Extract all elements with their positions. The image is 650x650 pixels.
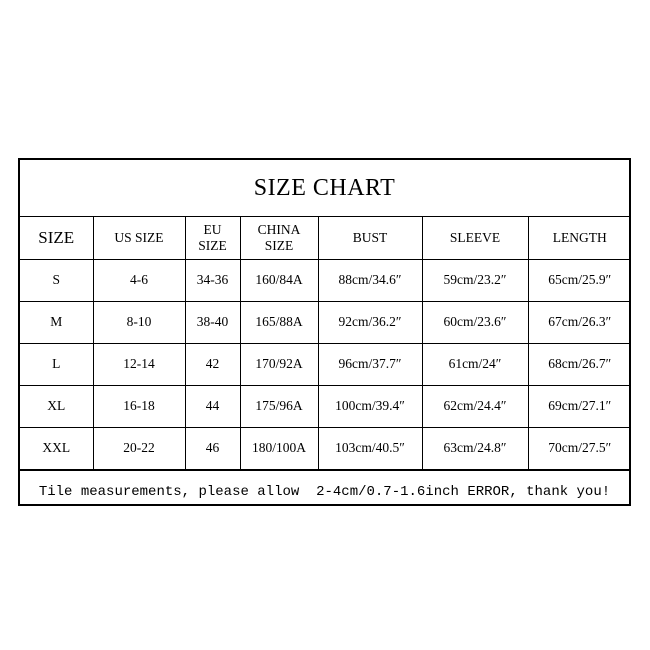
table-row: [20, 343, 631, 385]
cell-us: 12-14: [93, 343, 185, 385]
cell-us: 20-22: [93, 427, 185, 469]
cell-bust: 96cm/37.7″: [318, 343, 422, 385]
header-china-line1: CHINA: [257, 221, 301, 237]
table-row: [20, 259, 631, 301]
size-table: [20, 217, 631, 470]
header-size: SIZE: [20, 217, 93, 259]
header-us-size: US SIZE: [93, 217, 185, 259]
header-length: LENGTH: [528, 217, 631, 259]
header-bust: BUST: [318, 217, 422, 259]
cell-sleeve: 62cm/24.4″: [422, 385, 528, 427]
header-china-size: [240, 217, 318, 259]
cell-eu: 34-36: [185, 259, 240, 301]
cell-china: 170/92A: [240, 343, 318, 385]
cell-bust: 92cm/36.2″: [318, 301, 422, 343]
cell-length: 70cm/27.5″: [528, 427, 631, 469]
cell-length: 68cm/26.7″: [528, 343, 631, 385]
cell-us: 16-18: [93, 385, 185, 427]
cell-eu: 44: [185, 385, 240, 427]
cell-china: 165/88A: [240, 301, 318, 343]
cell-china: 180/100A: [240, 427, 318, 469]
cell-sleeve: 59cm/23.2″: [422, 259, 528, 301]
cell-bust: 100cm/39.4″: [318, 385, 422, 427]
cell-eu: 46: [185, 427, 240, 469]
cell-sleeve: 60cm/23.6″: [422, 301, 528, 343]
table-row: [20, 385, 631, 427]
table-row: [20, 427, 631, 469]
cell-length: 65cm/25.9″: [528, 259, 631, 301]
cell-bust: 103cm/40.5″: [318, 427, 422, 469]
cell-size: XXL: [20, 427, 93, 469]
cell-eu: 42: [185, 343, 240, 385]
cell-china: 175/96A: [240, 385, 318, 427]
cell-china: 160/84A: [240, 259, 318, 301]
cell-size: L: [20, 343, 93, 385]
size-chart: [18, 158, 631, 506]
cell-size: M: [20, 301, 93, 343]
chart-title: SIZE CHART: [20, 160, 629, 217]
cell-bust: 88cm/34.6″: [318, 259, 422, 301]
cell-size: S: [20, 259, 93, 301]
cell-length: 69cm/27.1″: [528, 385, 631, 427]
cell-eu: 38-40: [185, 301, 240, 343]
header-eu-line1: EU: [203, 221, 222, 237]
header-eu-size: [185, 217, 240, 259]
header-sleeve: SLEEVE: [422, 217, 528, 259]
cell-size: XL: [20, 385, 93, 427]
cell-sleeve: 63cm/24.8″: [422, 427, 528, 469]
cell-length: 67cm/26.3″: [528, 301, 631, 343]
header-eu-line2: SIZE: [198, 237, 227, 253]
table-row: [20, 301, 631, 343]
header-china-line2: SIZE: [264, 237, 294, 253]
cell-sleeve: 61cm/24″: [422, 343, 528, 385]
header-row: [20, 217, 631, 259]
cell-us: 8-10: [93, 301, 185, 343]
cell-us: 4-6: [93, 259, 185, 301]
measurement-note: Tile measurements, please allow 2-4cm/0.7-1.6inch ERROR, thank you!: [20, 470, 629, 513]
